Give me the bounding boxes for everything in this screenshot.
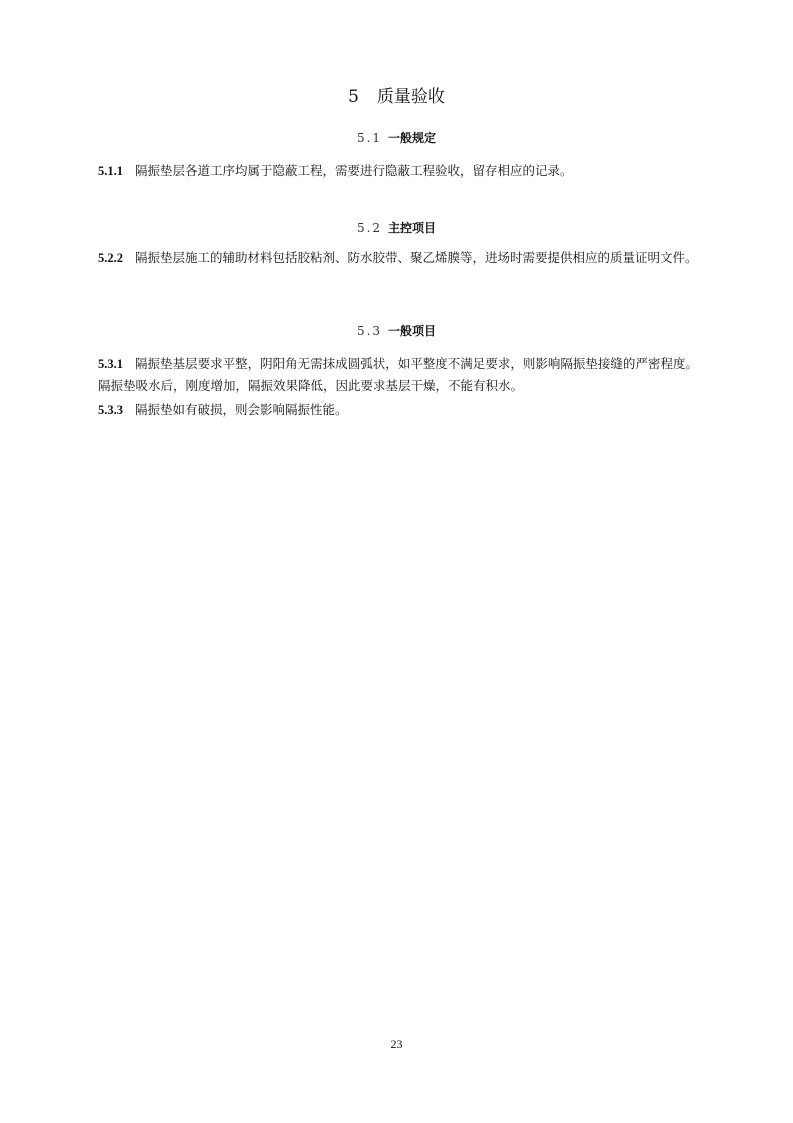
section-number: 5.3	[356, 324, 383, 338]
clause-5-1-1	[98, 160, 698, 182]
clause-number: 5.3.3	[98, 403, 123, 417]
clause-number: 5.2.2	[98, 251, 123, 265]
clause-text: 隔振垫如有破损，则会影响隔振性能。	[135, 402, 348, 417]
section-title: 一般项目	[388, 324, 437, 338]
clause-number: 5.3.1	[98, 357, 123, 371]
section-title: 一般规定	[388, 131, 437, 145]
clause-text: 隔振垫层施工的辅助材料包括胶粘剂、防水胶带、聚乙烯膜等，进场时需要提供相应的质量证明文件。	[135, 250, 698, 265]
section-heading-5-2	[0, 219, 793, 237]
clause-5-3-1	[98, 353, 698, 397]
chapter-title-text: 质量验收	[376, 87, 445, 107]
clause-5-3-3	[98, 399, 698, 421]
clause-text: 隔振垫基层要求平整，阴阳角无需抹成圆弧状，如平整度不满足要求，则影响隔振垫接缝的严密程度。隔振垫吸水后，刚度增加，隔振效果降低，因此要求基层干燥，不能有积水。	[98, 356, 698, 393]
clause-number: 5.1.1	[98, 164, 123, 178]
section-heading-5-1	[0, 129, 793, 147]
section-number: 5.2	[356, 221, 383, 235]
clause-5-2-2	[98, 247, 698, 269]
chapter-number: 5	[348, 87, 359, 107]
clause-text: 隔振垫层各道工序均属于隐蔽工程，需要进行隐蔽工程验收，留存相应的记录。	[135, 163, 573, 178]
section-number: 5.1	[356, 131, 383, 145]
section-title: 主控项目	[388, 221, 437, 235]
section-heading-5-3	[0, 322, 793, 340]
chapter-title	[0, 85, 793, 109]
page-number: 23	[390, 1037, 403, 1051]
